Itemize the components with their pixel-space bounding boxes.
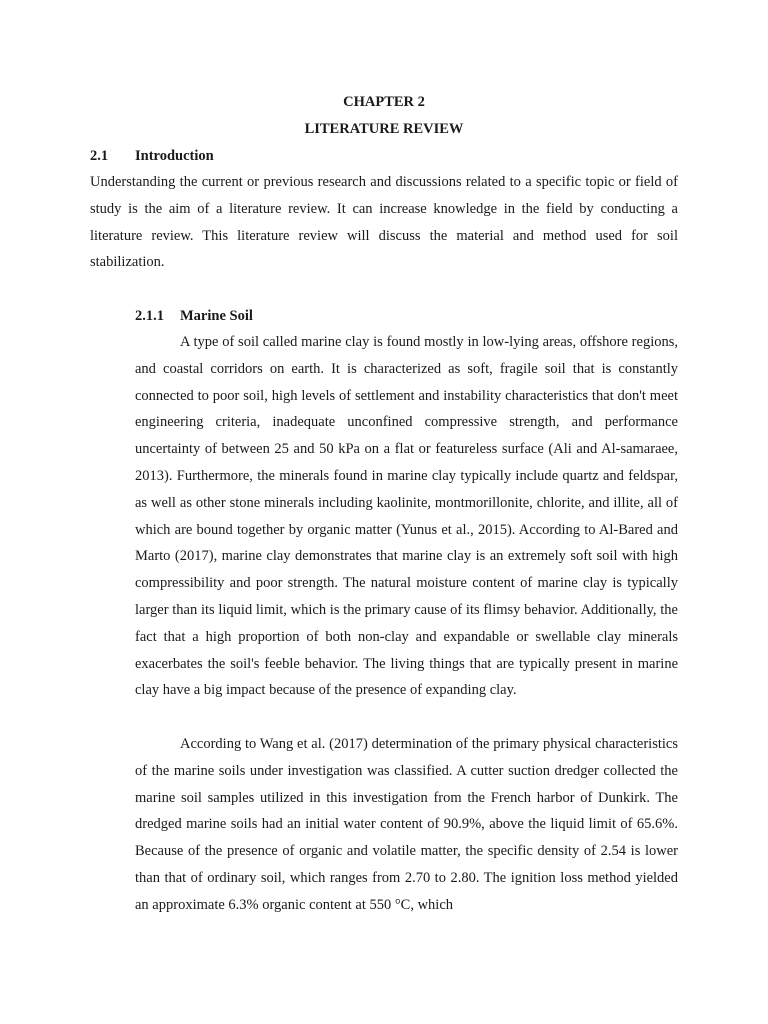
marine-soil-paragraph-1: A type of soil called marine clay is found mostly in low-lying areas, offshore regions, and coastal corridors on earth. It is characterized as soft, fragile soil that is constantly connected to poor soil, high levels of settlement and instability characteristics that don't meet engineering criteria, inadequate unconfined compressive strength, and performance uncertainty of between 25 and 50 kPa on a flat or featureless surface (Ali and Al-samaraee, 2013). Furthermore, the minerals found in marine clay typically include quartz and feldspar, as well as other stone minerals including kaolinite, montmorillonite, chlorite, and illite, all of which are bound together by organic matter (Yunus et al., 2015). According to Al-Bared and Marto (2017), marine clay demonstrates that marine clay is an extremely soft soil with high compressibility and poor strength. The natural moisture content of marine clay is typically larger than its liquid limit, which is the primary cause of its flimsy behavior. Additionally, the fact that a high proportion of both non-clay and expandable or swellable clay minerals exacerbates the soil's feeble behavior. The living things that are typically present in marine clay have a big impact because of the presence of expanding clay. [135, 334, 678, 699]
chapter-title-heading: LITERATURE REVIEW [304, 121, 464, 137]
subsection-number: 2.1.1 [135, 308, 164, 324]
section-heading-introduction [90, 147, 214, 165]
section-heading-marine-soil [135, 307, 253, 325]
section-number: 2.1 [90, 148, 109, 164]
section-title: Introduction [135, 148, 214, 164]
chapter-number-heading: CHAPTER 2 [343, 94, 425, 110]
introduction-paragraph: Understanding the current or previous research and discussions related to a specific topic or field of study is the aim of a literature review. It can increase knowledge in the field by conducting a literature review. This literature review will discuss the material and method used for soil stabilization. [90, 174, 678, 271]
marine-soil-paragraph-2: According to Wang et al. (2017) determination of the primary physical characteristics of the marine soils under investigation was classified. A cutter suction dredger collected the marine soil samples utilized in this investigation from the French harbor of Dunkirk. The dredged marine soils had an initial water content of 90.9%, above the liquid limit of 65.6%. Because of the presence of organic and volatile matter, the specific density of 2.54 is lower than that of ordinary soil, which ranges from 2.70 to 2.80. The ignition loss method yielded an approximate 6.3% organic content at 550 °C, which [135, 736, 678, 913]
subsection-title: Marine Soil [180, 308, 253, 324]
